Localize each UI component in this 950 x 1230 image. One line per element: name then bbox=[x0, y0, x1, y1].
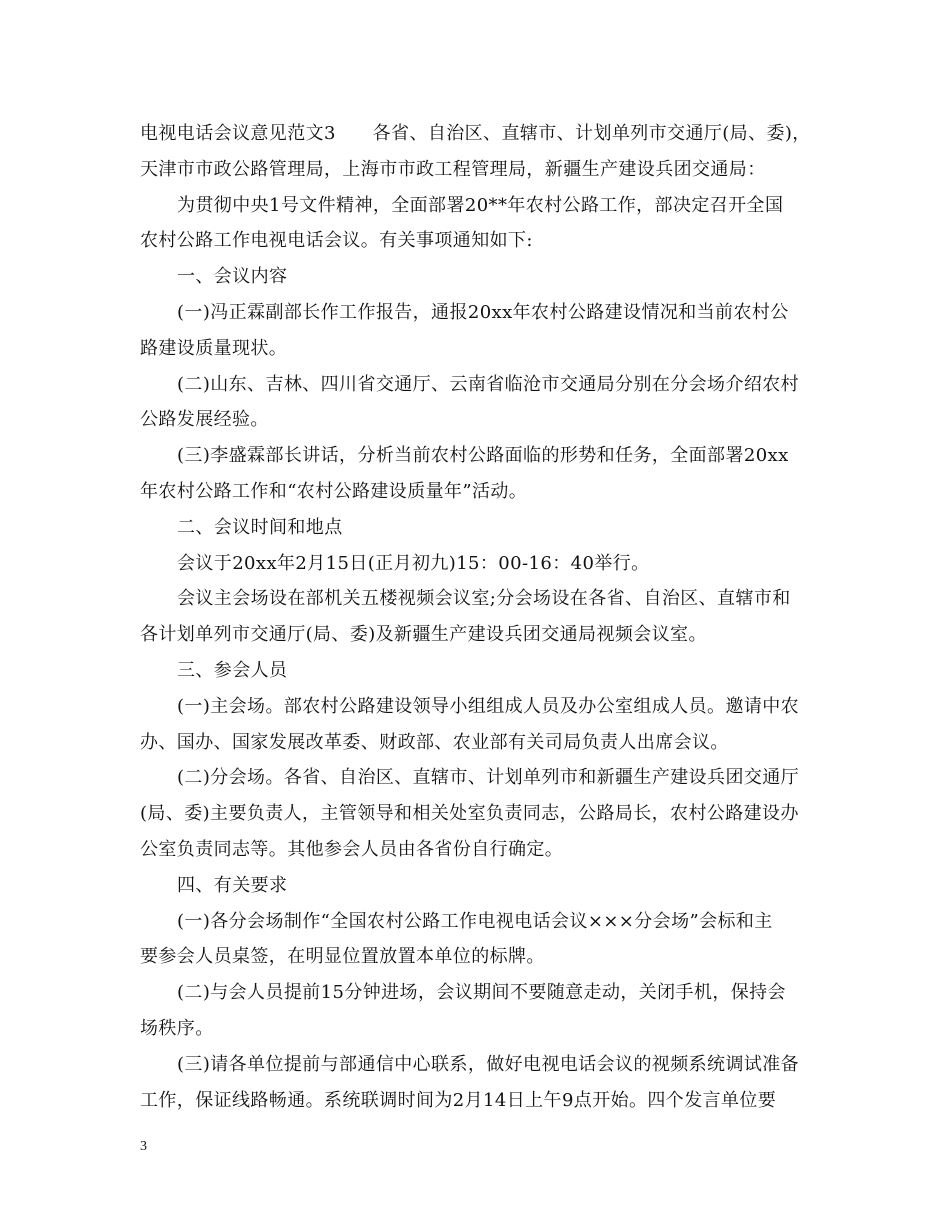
text-line: 公路发展经验。 bbox=[140, 409, 269, 431]
text-line: 会议于20xx年2月15日(正月初九)15：00-16：40举行。 bbox=[177, 552, 650, 574]
text-line: 农村公路工作电视电话会议。有关事项通知如下: bbox=[140, 230, 533, 252]
text-line: 年农村公路工作和“农村公路建设质量年”活动。 bbox=[140, 480, 528, 502]
text-line: (三)请各单位提前与部通信中心联系，做好电视电话会议的视频系统调试准备 bbox=[177, 1053, 800, 1075]
text-line: 要参会人员桌签，在明显位置放置本单位的标牌。 bbox=[140, 946, 545, 968]
text-line: 四、有关要求 bbox=[177, 874, 288, 896]
text-line: (二)山东、吉林、四川省交通厅、云南省临沧市交通局分别在分会场介绍农村 bbox=[177, 373, 800, 395]
text-line: 一、会议内容 bbox=[177, 266, 288, 288]
text-line: (一)冯正霖副部长作工作报告，通报20xx年农村公路建设情况和当前农村公 bbox=[177, 301, 789, 323]
text-line: 各计划单列市交通厅(局、委)及新疆生产建设兵团交通局视频会议室。 bbox=[140, 624, 707, 646]
text-line: (一)各分会场制作“全国农村公路工作电视电话会议×××分会场”会标和主 bbox=[177, 910, 773, 932]
text-line: 场秩序。 bbox=[140, 1017, 214, 1039]
text-line: (三)李盛霖部长讲话，分析当前农村公路面临的形势和任务，全面部署20xx bbox=[177, 445, 789, 467]
page-number: 3 bbox=[140, 1139, 147, 1154]
text-line: 三、参会人员 bbox=[177, 659, 288, 681]
text-line: (一)主会场。部农村公路建设领导小组组成人员及办公室组成人员。邀请中农 bbox=[177, 695, 800, 717]
text-line: 路建设质量现状。 bbox=[140, 337, 288, 359]
text-line: 公室负责同志等。其他参会人员由各省份自行确定。 bbox=[140, 838, 564, 860]
text-line: 为贯彻中央1号文件精神，全面部署20**年农村公路工作，部决定召开全国 bbox=[177, 194, 784, 216]
text-line: (局、委)主要负责人，主管领导和相关处室负责同志，公路局长，农村公路建设办 bbox=[140, 803, 799, 825]
document-body bbox=[140, 116, 830, 1118]
text-line: (二)分会场。各省、自治区、直辖市、计划单列市和新疆生产建设兵团交通厅 bbox=[177, 767, 800, 789]
text-line: 会议主会场设在部机关五楼视频会议室;分会场设在各省、自治区、直辖市和 bbox=[177, 588, 791, 610]
text-line: (二)与会人员提前15分钟进场，会议期间不要随意走动，关闭手机，保持会 bbox=[177, 982, 786, 1004]
text-line: 电视电话会议意见范文3 各省、自治区、直辖市、计划单列市交通厅(局、委)， bbox=[140, 123, 811, 144]
text-line: 天津市市政公路管理局，上海市市政工程管理局，新疆生产建设兵团交通局： bbox=[140, 158, 766, 180]
text-line: 办、国办、国家发展改革委、财政部、农业部有关司局负责人出席会议。 bbox=[140, 731, 729, 753]
text-line: 二、会议时间和地点 bbox=[177, 516, 343, 538]
text-line: 工作，保证线路畅通。系统联调时间为2月14日上午9点开始。四个发言单位要 bbox=[140, 1089, 777, 1111]
